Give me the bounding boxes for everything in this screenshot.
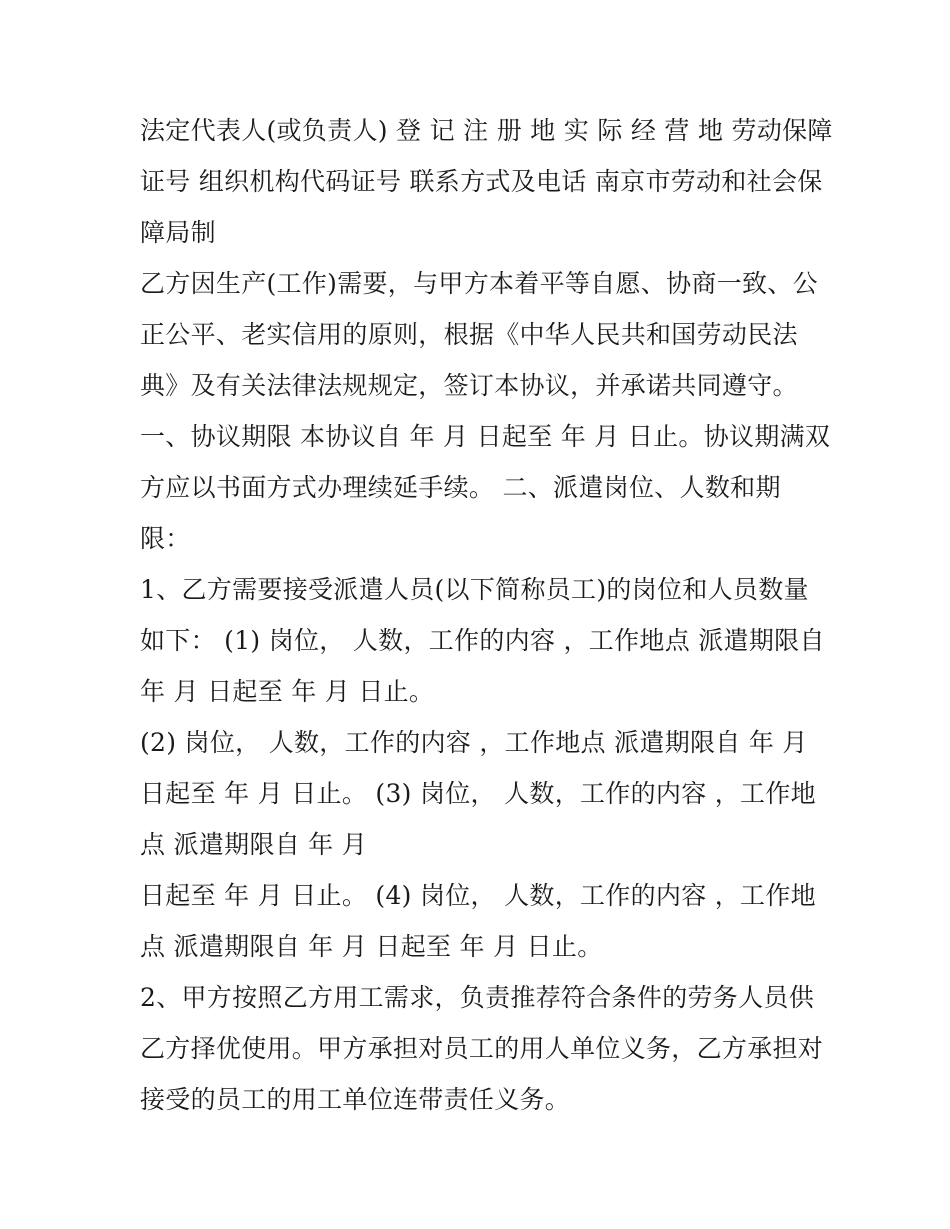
text-line: 法定代表人(或负责人) 登 记 注 册 地 实 际 经 营 地 劳动保障 <box>140 116 833 145</box>
text-line: 如下： (1) 岗位， 人数，工作的内容 ，工作地点 派遣期限自 <box>140 626 825 655</box>
text-line: 正公平、老实信用的原则，根据《中华人民共和国劳动民法 <box>140 320 798 349</box>
text-line: 日起至 年 月 日止。 (3) 岗位， 人数，工作的内容 ，工作地 <box>140 779 816 808</box>
text-line: 证号 组织机构代码证号 联系方式及电话 南京市劳动和社会保 <box>140 167 823 196</box>
text-line: (2) 岗位， 人数，工作的内容 ，工作地点 派遣期限自 年 月 <box>140 728 808 757</box>
text-line: 2、甲方按照乙方用工需求，负责推荐符合条件的劳务人员供 <box>140 983 815 1012</box>
text-line: 点 派遣期限自 年 月 日起至 年 月 日止。 <box>140 932 603 961</box>
text-line: 方应以书面方式办理续延手续。 二、派遣岗位、人数和期 <box>140 473 781 502</box>
text-line: 乙方择优使用。甲方承担对员工的用人单位义务，乙方承担对 <box>140 1034 824 1063</box>
text-line: 日起至 年 月 日止。 (4) 岗位， 人数，工作的内容 ，工作地 <box>140 881 816 910</box>
text-line: 一、协议期限 本协议自 年 月 日起至 年 月 日止。协议期满双 <box>140 422 831 451</box>
text-line: 限： <box>140 524 191 553</box>
text-line: 1、乙方需要接受派遣人员(以下简称员工)的岗位和人员数量 <box>140 575 809 604</box>
text-line: 乙方因生产(工作)需要，与甲方本着平等自愿、协商一致、公 <box>140 269 818 298</box>
text-line: 典》及有关法律法规规定，签订本协议，并承诺共同遵守。 <box>140 371 798 400</box>
document-body <box>140 105 833 1125</box>
text-line: 点 派遣期限自 年 月 <box>140 830 368 859</box>
text-line: 障局制 <box>140 218 216 247</box>
text-line: 接受的员工的用工单位连带责任义务。 <box>140 1085 571 1114</box>
text-line: 年 月 日起至 年 月 日止。 <box>140 677 435 706</box>
